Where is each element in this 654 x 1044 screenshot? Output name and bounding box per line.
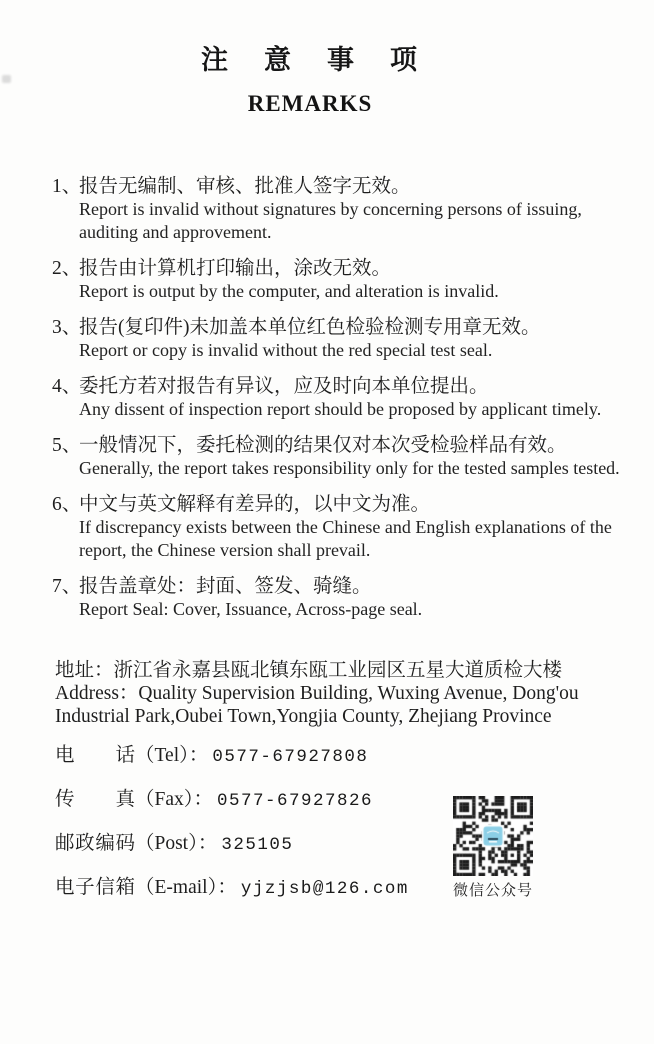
contact-row	[55, 832, 654, 857]
remark-body	[79, 316, 634, 362]
remark-body	[79, 575, 634, 621]
remark-body	[79, 493, 634, 562]
remark-text-chinese: 委托方若对报告有异议，应及时向本单位提出。	[79, 376, 489, 397]
remark-text-chinese: 报告(复印件)未加盖本单位红色检验检测专用章无效。	[79, 317, 541, 338]
remark-text-chinese: 报告由计算机打印输出，涂改无效。	[79, 258, 392, 279]
contact-label-english: （Tel）：	[135, 745, 209, 766]
contact-label-english: （Post）：	[135, 833, 218, 854]
remark-body	[79, 375, 634, 421]
remark-item	[52, 575, 634, 621]
remark-text-chinese: 一般情况下，委托检测的结果仅对本次受检验样品有效。	[79, 435, 567, 456]
page-title-english: REMARKS	[247, 91, 373, 116]
remarks-page	[0, 44, 654, 901]
remark-text-english: Report is invalid without signatures by concerning persons of issuing, auditing and approvement.	[79, 199, 582, 242]
contact-value: 325105	[221, 835, 294, 855]
contact-list	[55, 744, 654, 901]
contact-value: 0577-67927808	[212, 747, 369, 767]
remark-item	[52, 375, 634, 421]
remark-number: 6、	[52, 494, 82, 515]
remark-number: 7、	[52, 576, 82, 597]
contact-label-chinese: 电 话	[55, 745, 135, 766]
contact-label-english: （E-mail）：	[135, 877, 237, 898]
remark-text-chinese: 中文与英文解释有差异的，以中文为准。	[79, 494, 431, 515]
remarks-list	[52, 175, 634, 621]
contact-label-chinese: 电子信箱	[55, 877, 135, 898]
contact-row	[55, 744, 654, 769]
remark-item	[52, 316, 634, 362]
remark-text-chinese: 报告盖章处：封面、签发、骑缝。	[79, 576, 372, 597]
qr-caption: 微信公众号	[453, 882, 534, 899]
remark-number: 4、	[52, 376, 82, 397]
address-line-english: Address：Quality Supervision Building, Wuxing Avenue, Dong'ou Industrial Park,Oubei Town,Yongjia County, Zhejiang Province	[55, 683, 579, 727]
remark-body	[79, 434, 634, 480]
wechat-qr-block	[453, 796, 533, 900]
remark-text-chinese: 报告无编制、审核、批准人签字无效。	[79, 176, 411, 197]
remark-text-english: Report or copy is invalid without the red special test seal.	[79, 340, 493, 360]
remark-item	[52, 434, 634, 480]
contact-row	[55, 876, 654, 901]
remark-number: 5、	[52, 435, 82, 456]
contact-label-chinese: 邮政编码	[55, 833, 135, 854]
remark-item	[52, 257, 634, 303]
remark-text-english: Report is output by the computer, and alteration is invalid.	[79, 281, 499, 301]
contact-value: yjzjsb@126.com	[240, 879, 409, 899]
remark-body	[79, 175, 634, 244]
remark-body	[79, 257, 634, 303]
contact-label-english: （Fax）：	[135, 789, 214, 810]
scan-artifact	[2, 75, 11, 83]
contact-value: 0577-67927826	[217, 791, 374, 811]
remark-text-english: Any dissent of inspection report should be proposed by applicant timely.	[79, 399, 602, 419]
remark-text-english: If discrepancy exists between the Chinese and English explanations of the report, the Chinese version shall prevail.	[79, 517, 612, 560]
contact-label-chinese: 传 真	[55, 789, 135, 810]
address-line-chinese: 地址：浙江省永嘉县瓯北镇东瓯工业园区五星大道质检大楼	[55, 660, 563, 681]
remark-item	[52, 493, 634, 562]
remark-number: 3、	[52, 317, 82, 338]
remark-number: 1、	[52, 176, 82, 197]
remark-text-english: Generally, the report takes responsibility only for the tested samples tested.	[79, 458, 620, 478]
remark-text-english: Report Seal: Cover, Issuance, Across-page seal.	[79, 599, 423, 619]
contact-row	[55, 788, 654, 813]
wechat-qr-code-icon	[453, 796, 533, 876]
address-block	[55, 659, 630, 728]
remark-number: 2、	[52, 258, 82, 279]
page-title-chinese: 注意事项	[201, 45, 453, 75]
remark-item	[52, 175, 634, 244]
